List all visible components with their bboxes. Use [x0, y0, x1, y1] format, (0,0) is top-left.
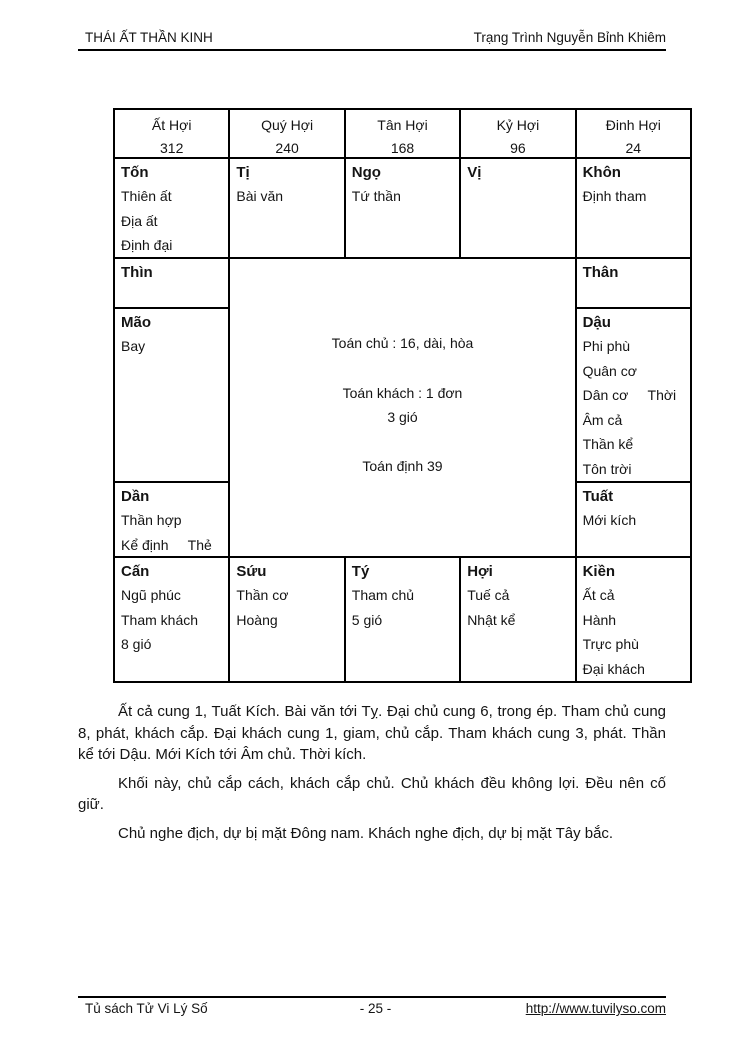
palace-entries — [121, 508, 222, 557]
cell-vi — [460, 158, 575, 258]
year-label: Ất Hợi — [151, 117, 192, 133]
cell-line: Tứ thần — [351, 188, 401, 204]
palace-entries — [583, 508, 684, 533]
cell-mao — [114, 308, 229, 482]
palace-name: Tị — [236, 164, 250, 181]
cell-ti — [229, 158, 344, 258]
cell-line: Kể định Thẻ — [121, 536, 212, 553]
cell-line: Tuế cả — [467, 587, 510, 603]
cell-can — [114, 557, 229, 682]
year-value: 240 — [275, 140, 299, 156]
center-summary — [229, 258, 575, 557]
cell-line: Âm cả — [582, 411, 623, 428]
year-value: 96 — [510, 140, 526, 156]
year-value: 24 — [625, 140, 642, 156]
palace-chart-table — [113, 108, 692, 683]
palace-entries — [236, 583, 337, 632]
palace-name: Tốn — [121, 164, 149, 181]
year-cell-quy-hoi — [229, 109, 344, 158]
page-number: - 25 - — [359, 1001, 392, 1016]
year-cell-dinh-hoi — [576, 109, 691, 158]
cell-ton — [114, 158, 229, 258]
palace-entries — [583, 334, 684, 481]
cell-line: Thần hợp — [121, 512, 182, 528]
palace-entries — [121, 184, 222, 258]
year-value: 312 — [160, 140, 184, 156]
year-label: Đinh Hợi — [605, 117, 661, 133]
palace-entries — [121, 583, 222, 657]
palace-name: Vị — [467, 164, 482, 181]
cell-hoi — [460, 557, 575, 682]
cell-line: Hoàng — [236, 611, 278, 628]
cell-line: Trực phù — [582, 636, 639, 652]
palace-name: Cấn — [121, 563, 150, 580]
cell-line: Bài văn — [236, 188, 284, 204]
cell-thin — [114, 258, 229, 308]
cell-line: Tham chủ — [351, 587, 415, 603]
cell-ngo — [345, 158, 460, 258]
palace-name: Dần — [121, 488, 150, 505]
year-cell-tan-hoi — [345, 109, 460, 158]
palace-name: Khôn — [582, 164, 621, 181]
cell-tuat — [576, 482, 691, 557]
paragraph-2: Khối này, chủ cắp cách, khách cắp chủ. Chủ khách đều không lợi. Đều nên cố giữ. — [78, 774, 666, 813]
header-rule — [78, 49, 666, 51]
cell-line: Phi phù — [582, 338, 631, 354]
footer-website-link[interactable]: http://www.tuvilyso.com — [525, 1001, 667, 1016]
cell-line: Thần kể — [582, 436, 634, 452]
year-value: 168 — [390, 140, 415, 156]
year-label: Kỷ Hợi — [496, 117, 540, 133]
cell-line: 5 gió — [351, 611, 383, 628]
toan-khach-line: Toán khách : 1 đơn — [342, 384, 463, 401]
palace-entries — [121, 334, 222, 359]
cell-line: Thiên ất — [121, 188, 172, 204]
cell-line: Mới kích — [582, 512, 637, 528]
palace-entries — [352, 583, 453, 632]
cell-line: Thần cơ — [236, 587, 289, 603]
paragraph-1: Ất cả cung 1, Tuất Kích. Bài văn tới Tỵ. Đại chủ cung 6, trong ép. Tham chủ cung 8, phát, khách cắp. Đại khách cung 1, giam, chủ cắp. Tham khách cung 3, phát. Thần kể tới Dậu. Mới Kích tới Âm chủ. Thời kích. — [78, 703, 666, 763]
palace-name: Sứu — [236, 563, 267, 580]
cell-line: 8 gió — [121, 636, 152, 652]
year-label: Tân Hợi — [377, 117, 428, 133]
cell-line: Địa ất — [121, 212, 158, 229]
palace-name: Tý — [351, 563, 370, 580]
cell-line: Quân cơ — [582, 362, 637, 379]
year-cell-at-hoi — [114, 109, 229, 158]
palace-entries — [583, 184, 684, 209]
cell-line: Nhật kể — [467, 611, 516, 628]
palace-name: Dậu — [582, 314, 611, 331]
palace-entries — [236, 184, 337, 209]
cell-line: Hành — [582, 611, 617, 628]
palace-name: Tuất — [582, 488, 614, 505]
cell-line: Định tham — [582, 188, 647, 204]
palace-name: Kiền — [582, 563, 616, 580]
cell-line: Tham khách — [121, 611, 199, 628]
cell-dau — [576, 308, 691, 482]
cell-khon — [576, 158, 691, 258]
footer-rule — [78, 996, 666, 998]
body-text — [78, 701, 666, 844]
page-header — [78, 0, 666, 45]
toan-dinh-line: Toán định 39 — [362, 457, 443, 474]
toan-chu-line: Toán chủ : 16, dài, hòa — [331, 335, 474, 351]
gio-line: 3 gió — [387, 409, 418, 425]
palace-entries — [583, 583, 684, 681]
palace-name: Thân — [582, 264, 619, 281]
header-title: THÁI ẤT THẦN KINH — [85, 30, 213, 45]
year-cell-ky-hoi — [460, 109, 575, 158]
palace-name: Ngọ — [351, 164, 381, 181]
cell-ty — [345, 557, 460, 682]
palace-entries — [467, 583, 568, 632]
cell-than — [576, 258, 691, 308]
cell-dan — [114, 482, 229, 557]
palace-entries — [352, 184, 453, 209]
cell-line: Ngũ phúc — [121, 587, 181, 603]
cell-line: Định đại — [121, 237, 173, 253]
page-footer — [78, 996, 666, 1016]
cell-line: Ất cả — [582, 587, 615, 603]
footer-series-title: Tủ sách Tử Vi Lý Số — [85, 1001, 208, 1016]
paragraph-3: Chủ nghe địch, dự bị mặt Đông nam. Khách nghe địch, dự bị mặt Tây bắc. — [118, 824, 614, 842]
cell-line: Tôn trời — [582, 460, 632, 477]
cell-kien — [576, 557, 691, 682]
palace-name: Hợi — [467, 563, 493, 580]
cell-line: Đại khách — [582, 660, 645, 677]
cell-suu — [229, 557, 344, 682]
palace-name: Thìn — [121, 264, 153, 281]
header-author: Trạng Trình Nguyễn Bỉnh Khiêm — [473, 30, 666, 45]
year-label: Quý Hợi — [261, 117, 314, 133]
cell-line: Dân cơ Thời — [582, 387, 677, 403]
palace-name: Mão — [121, 314, 151, 331]
cell-line: Bay — [121, 338, 146, 354]
